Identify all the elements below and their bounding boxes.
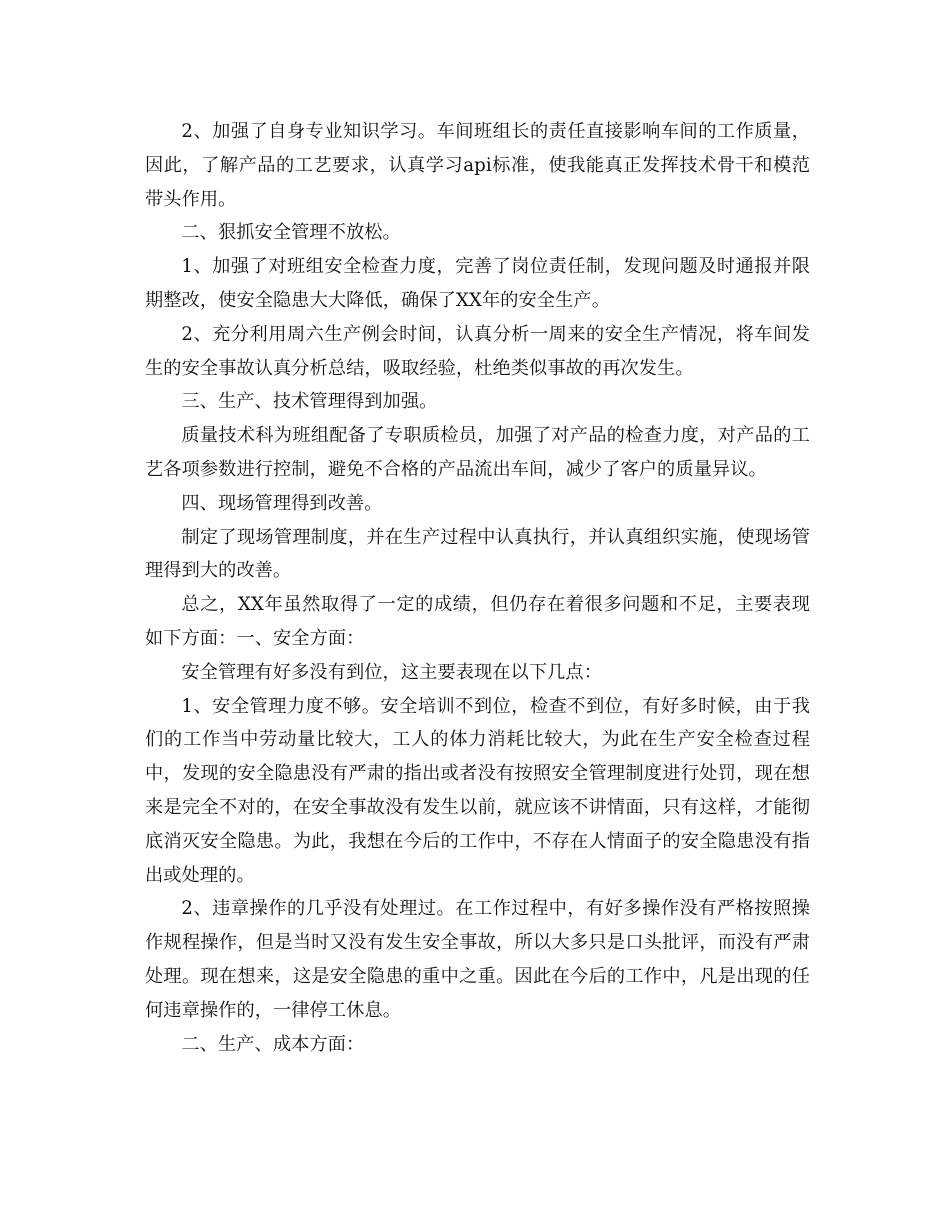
paragraph-site-management: 制定了现场管理制度，并在生产过程中认真执行，并认真组织实施，使现场管理得到大的改善。 — [145, 526, 810, 582]
paragraph-summary: 总之，XX年虽然取得了一定的成绩，但仍存在着很多问题和不足，主要表现如下方面：一、安全方面： — [145, 594, 810, 649]
paragraph-quality-inspection: 质量技术科为班组配备了专职质检员，加强了对产品的检查力度，对产品的工艺各项参数进行控制，避免不合格的产品流出车间，减少了客户的质量异议。 — [145, 425, 810, 480]
paragraph-safety-insufficient: 1、安全管理力度不够。安全培训不到位，检查不到位，有好多时候，由于我们的工作当中劳动量比较大，工人的体力消耗比较大，为此在生产安全检查过程中，发现的安全隐患没有严肃的指出或者没有按照安全管理制度进行处罚，现在想来是完全不对的，在安全事故没有发生以前，就应该不讲情面，只有这样，才能彻底消灭安全隐患。为此，我想在今后的工作中，不存在人情面子的安全隐患没有指出或处理的。 — [145, 695, 810, 886]
heading-safety-management: 二、狠抓安全管理不放松。 — [181, 222, 401, 244]
paragraph-weekly-meeting: 2、充分利用周六生产例会时间，认真分析一周来的安全生产情况，将车间发生的安全事故认真分析总结，吸取经验，杜绝类似事故的再次发生。 — [145, 323, 810, 379]
heading-site-management: 四、现场管理得到改善。 — [181, 492, 383, 514]
paragraph-violations: 2、违章操作的几乎没有处理过。在工作过程中，有好多操作没有严格按照操作规程操作，但是当时又没有发生安全事故，所以大多只是口头批评，而没有严肃处理。现在想来，这是安全隐患的重中之重。因此在今后的工作中，凡是出现的任何违章操作的，一律停工休息。 — [145, 898, 810, 1021]
paragraph-safety-inspection: 1、加强了对班组安全检查力度，完善了岗位责任制，发现问题及时通报并限期整改，使安全隐患大大降低，确保了XX年的安全生产。 — [145, 256, 810, 311]
document-body — [145, 115, 810, 1061]
paragraph-study: 2、加强了自身专业知识学习。车间班组长的责任直接影响车间的工作质量，因此，了解产品的工艺要求，认真学习api标准，使我能真正发挥技术骨干和模范带头作用。 — [145, 121, 810, 210]
heading-production-technology: 三、生产、技术管理得到加强。 — [181, 391, 438, 413]
heading-production-cost: 二、生产、成本方面： — [181, 1033, 365, 1055]
paragraph-safety-shortfalls: 安全管理有好多没有到位，这主要表现在以下几点： — [181, 661, 603, 683]
